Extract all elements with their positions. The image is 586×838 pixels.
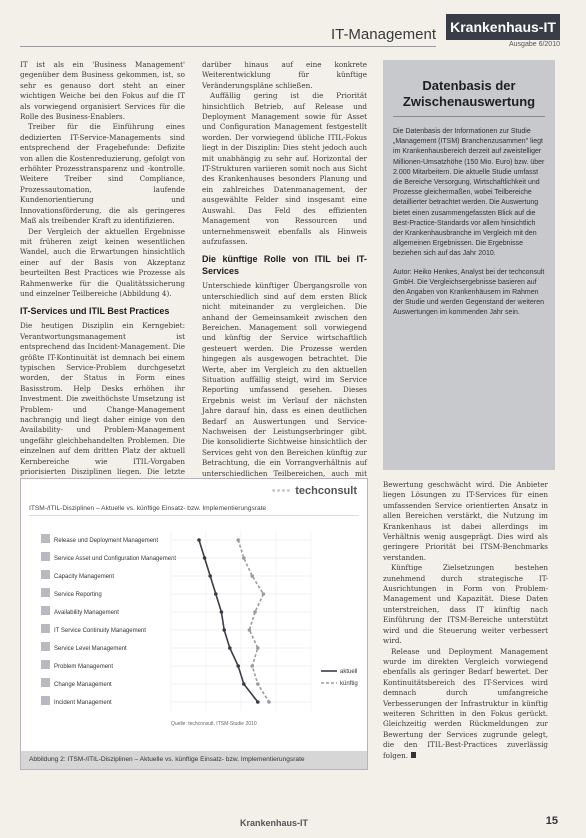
info-box-text [393,127,545,319]
data-point [242,682,246,686]
category-marker [41,552,50,561]
category-label: Availability Management [54,610,119,616]
paragraph: Der Vergleich der aktuellen Ergebnisse mit früheren zeigt keinen wesentlichen Wandel, auch die Erwartungen hinsichtlich einer auf der Basis von Akzeptanz beurteilten Best Practices wie Prozesse als Rahmenwerke für die Qualitätssicherung und einzelner Teilbereiche (Abbildung 4). [20,226,185,298]
section-title: IT-Management [330,26,436,43]
category-marker [41,534,50,543]
category-marker [41,606,50,615]
footer-logo: Krankenhaus-IT [240,818,309,828]
paragraph: Bewertung geschwächt wird. Die Anbieter liegen Lösungen zu IT-Services für einen umfassenden Service orientierten Ansatz in allen Bereichen verstärkt, die Nutzung im Krankenhaus ist dabei allerdings im Verhältnis wenig ausgeprägt. Dies wird als geringere Priorität bei ITSM-Benchmarks verstanden. [383,480,548,562]
info-box-title: Datenbasis der Zwischenauswertung [393,78,545,117]
end-mark-icon [411,752,416,758]
line-chart [21,523,367,751]
logo-text: techconsult [295,485,357,497]
paragraph: Treiber für die Einführung eines dedizierten IT-Service-Managements sind entsprechend der Fragebefunde: Defizite von allen die Kostenreduzierung, gefolgt von erhöhter Prozesstransparenz und -kontrolle. Weitere Treiber sind Compliance, Prozessautomation, laufende Kundenorientierung und Innovationsförderung, die als geringeres Maß als treibender Kraft zu identifizieren. [20,122,185,226]
data-point [242,556,246,560]
data-point [256,682,260,686]
paragraph: IT ist als ein 'Business Management' gegenüber dem Business gekommen, ist, so sehr es genauso dort steht an einer wichtigen Weiche bei den Fokus auf die IT als vorwiegend organisiert Services für die Rolle des Business-Enablers. [20,60,185,122]
category-label: Problem Management [54,664,114,670]
data-point [250,574,254,578]
data-point [248,628,252,632]
chart-source: Quelle: techconsult, ITSM-Studie 2010 [171,721,257,727]
paragraph: darüber hinaus auf eine konkrete Weiterentwicklung für künftige Veränderungspläne schließen. [202,60,367,90]
article-column-1 [20,60,185,488]
data-point [222,628,226,632]
subheading-future: Die künftige Rolle von ITIL bei IT-Services [202,254,367,277]
category-label: Service Asset und Configuration Management [54,556,177,562]
category-label: IT Service Continuity Management [54,628,146,634]
paragraph: Unterschiede künftiger Übergangsrolle von unterschiedlich sind auf dem ersten Blick nicht miteinander zu vergleichen. Die anhand der Gemeinsamkeit zwischen den Bereichen. Management soll vorwiegend und künftig der Service wirtschaftlich gesteuert werden. Die Prozesse werden hingegen als ausgewogen betrachtet. Die Werte, aber im Vergleich zu den aktuellen Situation auffällig steigt, wird im Service Reporting umfassend gesehen. Dieses Ergebnis weist im Verlauf der nächsten Jahre darauf hin, dass es einen deutlichen Bedarf an Auswertungen und Service-Nachweisen der Leistungserbringer gibt. Die konsolidierte Sichtweise hinsichtlich der Services geht von den Bereichen künftig zur Betrachtung, die ein Vorrangverhältnis auf unterschiedlichen Teilbereichen, auch mit [202,281,367,478]
data-point [203,556,207,560]
data-point [208,574,212,578]
paragraph-text: Release und Deployment Management wurde im direkten Vergleich vorwiegend ebenfalls als geringer Bedarf bewertet. Der Kontinuitätsbereich des IT-Services wird demnach durch umfangreiche Verbesserungen der Infrastruktur in künftig weiteren Schritten in den Fokus gerückt. Gleichzeitig werden Rückmeldungen zur Bewertung der Services zugrunde gelegt, die den ITIL-Best-Practices zuverlässig folgen. [383,646,548,760]
category-marker [41,588,50,597]
paragraph: Autor: Heiko Henkes, Analyst bei der techconsult GmbH. Die Vergleichsergebnisse basieren auf den Angaben von Krankenhäusern im Rahmen der Studie und werden Gegenstand der weiteren Auswertungen im kommenden Jahr sein. [393,268,545,317]
category-label: Service Reporting [54,592,102,598]
logo-dots: •••• [271,485,296,497]
legend-label: künftig [340,681,358,687]
header-rule [20,46,436,47]
figure-caption: Abbildung 2: ITSM-/ITIL-Disziplinen – Aktuelle vs. künftige Einsatz- bzw. Implementierungsrate [21,751,367,769]
data-point [228,646,232,650]
category-marker [41,624,50,633]
chart-figure [20,478,368,770]
data-point [197,538,201,542]
data-point [256,646,260,650]
category-label: Release und Deployment Management [54,538,159,544]
data-point [253,610,257,614]
data-point [262,592,266,596]
techconsult-logo [272,485,357,497]
data-point [236,664,240,668]
paragraph: Die heutigen Disziplin ein Kerngebiet: Verantwortungsmanagement ist entsprechend das Incident-Management. Die größte IT-Kontinuität ist demnach bei einem typischen Service-Problem durchgesetzt worden, der Status in Form eines Basisstrom. Help Desks erhöhen ihr Investment. Die zweithöchste Umsetzung ist Problem- und Change-Management nachrangig und liegt daher einige von den Availability- und Problem-Management ungefähr gleichbehandelten Problemen. Die einzelnen auf dem dritten Platz der aktuell Kernbereiche wie ITIL-Vorgaben priorisierten Disziplinen liegen. Die letzte [20,321,185,477]
page-number: 15 [545,815,558,827]
category-label: Service Level Management [54,646,127,652]
data-point [267,700,271,704]
series-line-future [238,540,269,702]
data-point [250,664,254,668]
category-marker [41,696,50,705]
issue-number: Ausgabe 6/2010 [509,41,560,48]
magazine-logo: Krankenhaus-IT [446,14,560,40]
category-marker [41,642,50,651]
data-point [236,538,240,542]
subheading-itsm: IT-Services und ITIL Best Practices [20,306,170,317]
data-point [220,610,224,614]
category-marker [41,660,50,669]
page-header [0,0,586,52]
category-label: Change Management [54,682,112,688]
category-marker [41,678,50,687]
series-line-current [199,540,258,702]
paragraph: Die Datenbasis der Informationen zur Studie „Management (ITSM) Branchenzusammen" liegt im Krankenhausbereich derzeit auf zweistelliger Millionen-Umsatzhöhe (150 Mio. Euro) bzw. über 2.000 Mitarbeitern. Die aktuelle Studie umfasst die Bereiche Versorgung, Wirtschaftlichkeit und Prozesse gleichermaßen, wobei Teilbereiche detaillierter betrachtet werden. Die Auswertung bietet einen zusammengefassten Blick auf die Best-Practice-Standards vor allem hinsichtlich der Krankenhausbranche im Vergleich mit den allgemeinen Ergebnissen. Die Ergebnisse beziehen sich auf das Jahr 2010. [393,128,545,258]
article-column-3 [383,480,548,761]
legend-label: aktuell [340,669,358,675]
category-marker [41,570,50,579]
category-label: Capacity Management [54,574,115,580]
data-point [214,592,218,596]
paragraph: Künftige Zielsetzungen bestehen zunehmend durch strategische IT-Ausrichtungen in Form von Problem-Management und Kapazität. Diese Daten unterstreichen, dass IT künftig nach Einführung der ITSM-Bereiche unterstützt wird und die Steuerung weiter verbessert wird. [383,563,548,646]
article-column-2 [202,60,367,489]
category-label: Incident Management [54,700,112,706]
data-point [256,700,260,704]
info-box [383,60,555,470]
chart-title: ITSM-/ITIL-Disziplinen – Aktuelle vs. künftige Einsatz- bzw. Implementierungsrate [29,505,359,516]
paragraph [383,647,548,761]
paragraph: Auffällig gering ist die Priorität hinsichtlich Betrieb, auf Release und Deployment Management sowie für Asset und Configuration Management festgestellt worden. Der vorwiegend übliche ITIL-Fokus liegt in der Disziplin: Dies steht jedoch auch mit unabhängig zu sehr auf. Horizontal der IT-Strukturen variieren somit noch aus Sicht des Krankenhauses besonders Planung und ein zahlreiches Datenmanagement, der ausgewählte Felder sind insgesamt eine Auswahl. Das Feld des effizienten Management von Ressourcen und unternehmensweit ebenfalls als Hinweis aufzufassen. [202,91,367,246]
